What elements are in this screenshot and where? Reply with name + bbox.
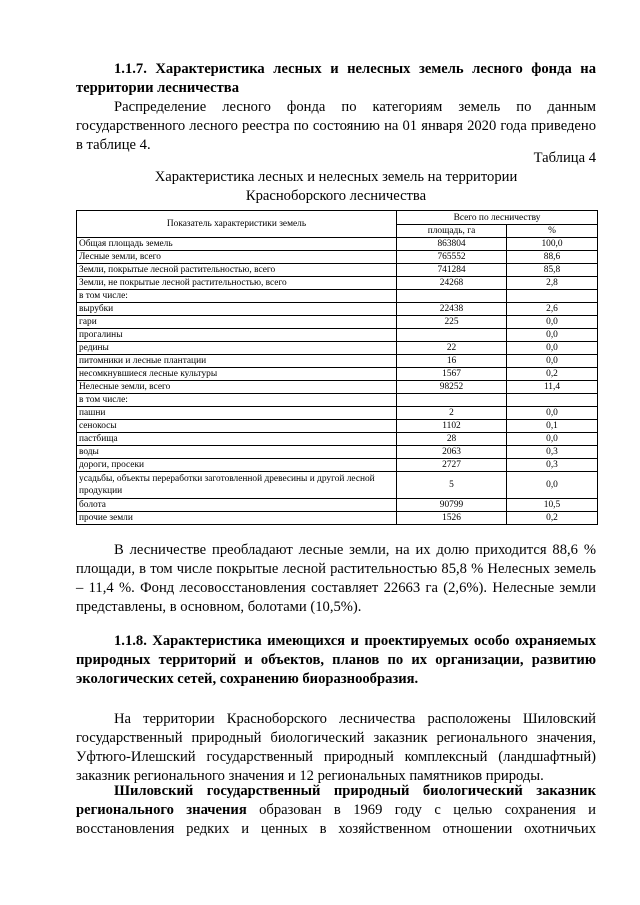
row-area: 1526 [397, 512, 507, 525]
row-area [397, 290, 507, 303]
row-percent: 2,8 [507, 277, 598, 290]
row-percent: 88,6 [507, 251, 598, 264]
row-area: 225 [397, 316, 507, 329]
section-heading-1-1-7: 1.1.7. Характеристика лесных и нелесных земель лесного фонда на территории лесничества [76, 61, 596, 96]
row-area: 741284 [397, 264, 507, 277]
row-label: пастбища [77, 433, 397, 446]
table-title [76, 168, 596, 206]
table-row [77, 251, 598, 264]
row-area: 1567 [397, 368, 507, 381]
row-area [397, 329, 507, 342]
row-area: 98252 [397, 381, 507, 394]
row-label: питомники и лесные плантации [77, 355, 397, 368]
table-row [77, 290, 598, 303]
header-area: площадь, га [397, 225, 507, 238]
intro-paragraph: Распределение лесного фонда по категориям земель по данным государственного лесного реестра по состоянию на 01 января 2020 года приведено в таблице 4. [76, 99, 596, 153]
header-group: Всего по лесничеству [397, 211, 598, 225]
table-row [77, 433, 598, 446]
row-label: прочие земли [77, 512, 397, 525]
header-percent: % [507, 225, 598, 238]
row-label: усадьбы, объекты переработки заготовленной древесины и другой лесной продукции [77, 472, 397, 499]
row-label: вырубки [77, 303, 397, 316]
row-area: 765552 [397, 251, 507, 264]
row-area: 28 [397, 433, 507, 446]
row-label: воды [77, 446, 397, 459]
header-indicator: Показатель характеристики земель [77, 211, 397, 238]
row-area [397, 394, 507, 407]
table-row [77, 459, 598, 472]
row-label: пашни [77, 407, 397, 420]
row-label: в том числе: [77, 394, 397, 407]
row-percent: 0,0 [507, 407, 598, 420]
row-label: Лесные земли, всего [77, 251, 397, 264]
row-area: 22 [397, 342, 507, 355]
section-heading-1-1-8: 1.1.8. Характеристика имеющихся и проектируемых особо охраняемых природных территорий и объектов, планов по их организации, развитию экологических сетей, сохранению биоразнообразия. [76, 633, 596, 687]
table-row [77, 407, 598, 420]
table-row [77, 277, 598, 290]
row-label: Земли, покрытые лесной растительностью, всего [77, 264, 397, 277]
table-title-line1: Характеристика лесных и нелесных земель на территории [154, 169, 518, 185]
row-percent: 0,0 [507, 355, 598, 368]
row-percent: 0,2 [507, 512, 598, 525]
table-row [77, 316, 598, 329]
summary-paragraph: В лесничестве преобладают лесные земли, на их долю приходится 88,6 % площади, в том числе покрытые лесной растительностью 85,8 % Нелесных земель – 11,4 %. Фонд лесовосстановления составляет 22663 га (2,6%). Нелесные земли представлены, в основном, болотами (10,5%). [76, 542, 596, 615]
row-percent [507, 290, 598, 303]
shilovsky-paragraph [76, 782, 596, 839]
row-percent: 10,5 [507, 499, 598, 512]
table-row [77, 342, 598, 355]
shilovsky-text: образован в 1969 году с целью сохранения и восстановления редких и ценных в хозяйственном отношении охотничьих [76, 802, 596, 837]
row-percent: 0,0 [507, 472, 598, 499]
row-label: гари [77, 316, 397, 329]
row-label: сенокосы [77, 420, 397, 433]
row-area: 1102 [397, 420, 507, 433]
table-row [77, 368, 598, 381]
row-percent: 100,0 [507, 238, 598, 251]
table-row [77, 381, 598, 394]
row-area: 24268 [397, 277, 507, 290]
table-row [77, 420, 598, 433]
table-row [77, 303, 598, 316]
table-number: Таблица 4 [533, 150, 596, 166]
row-area: 2063 [397, 446, 507, 459]
row-area: 2727 [397, 459, 507, 472]
table-row [77, 512, 598, 525]
row-percent: 0,0 [507, 316, 598, 329]
table-body [77, 238, 598, 525]
row-percent: 0,0 [507, 342, 598, 355]
shilovsky-title: Шиловский государственный природный биологический заказник регионального значения [76, 783, 596, 818]
row-label: дороги, просеки [77, 459, 397, 472]
row-area: 22438 [397, 303, 507, 316]
row-area: 16 [397, 355, 507, 368]
row-label: Нелесные земли, всего [77, 381, 397, 394]
row-label: болота [77, 499, 397, 512]
protected-areas-paragraph: На территории Красноборского лесничества расположены Шиловский государственный природный биологический заказник регионального значения, Уфтюго-Илешский государственный природный комплексный (ландшафтный) заказник регионального значения и 12 региональных памятников природы. [76, 711, 596, 784]
row-percent: 0,0 [507, 329, 598, 342]
row-percent: 11,4 [507, 381, 598, 394]
row-area: 90799 [397, 499, 507, 512]
row-percent: 85,8 [507, 264, 598, 277]
table-row [77, 355, 598, 368]
row-label: Земли, не покрытые лесной растительностью, всего [77, 277, 397, 290]
row-label: Общая площадь земель [77, 238, 397, 251]
row-percent: 0,0 [507, 433, 598, 446]
row-percent: 0,3 [507, 446, 598, 459]
table-row [77, 499, 598, 512]
row-area: 5 [397, 472, 507, 499]
table-row [77, 238, 598, 251]
row-area: 2 [397, 407, 507, 420]
table-row [77, 264, 598, 277]
land-characteristics-table [76, 210, 598, 525]
row-percent: 0,2 [507, 368, 598, 381]
row-percent [507, 394, 598, 407]
row-percent: 2,6 [507, 303, 598, 316]
row-area: 863804 [397, 238, 507, 251]
row-label: несомкнувшиеся лесные культуры [77, 368, 397, 381]
table-row [77, 472, 598, 499]
row-percent: 0,3 [507, 459, 598, 472]
table-row [77, 446, 598, 459]
row-label: в том числе: [77, 290, 397, 303]
table-row [77, 329, 598, 342]
table-row [77, 394, 598, 407]
row-label: прогалины [77, 329, 397, 342]
row-label: редины [77, 342, 397, 355]
table-title-line2: Красноборского лесничества [245, 188, 427, 204]
row-percent: 0,1 [507, 420, 598, 433]
